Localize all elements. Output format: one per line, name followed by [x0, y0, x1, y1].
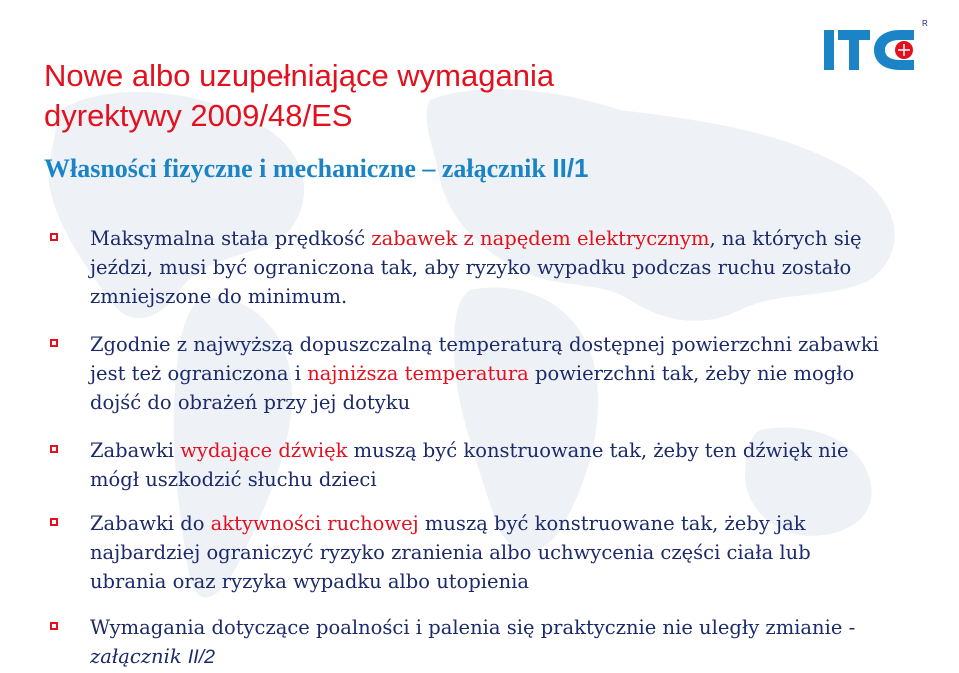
bullet-highlight: wydające dźwięk [180, 439, 348, 462]
bullet-text: Wymagania dotyczące poalności i palenia się praktycznie nie uległy zmianie - [90, 616, 856, 639]
bullet-text: Maksymalna stała prędkość [90, 227, 372, 250]
bullet-marker-icon [50, 445, 58, 453]
itc-logo [818, 18, 938, 78]
bullet-text: Zabawki do [90, 512, 211, 535]
bullet-item [48, 330, 888, 417]
bullet-text: Zgodnie z najwyższą dopuszczalną temperaturą dostępnej powierzchni zabawki jest też ograniczona i [90, 333, 879, 385]
annex-reference-word: załącznik [90, 645, 182, 668]
bullet-text: muszą być konstruowane tak, żeby ten dźwięk nie mógł uszkodzić słuchu dzieci [90, 439, 849, 491]
bullet-text: powierzchni tak, żeby nie mogło dojść do obrażeń przy jej dotyku [90, 362, 855, 414]
bullet-highlight: najniższa temperatura [307, 362, 529, 385]
subtitle-dash: – [422, 154, 436, 183]
bullet-text: Zabawki [90, 439, 181, 462]
bullet-text: , na których się jeździ, musi być ograniczona tak, aby ryzyko wypadku podczas ruchu zostało zmniejszone do minimum. [90, 227, 862, 308]
subtitle-text: Własności fizyczne i mechaniczne [44, 154, 416, 183]
annex-reference-number: II/2 [187, 646, 215, 668]
bullet-item [48, 613, 888, 672]
subtitle-annex-number: II/1 [552, 153, 589, 183]
subtitle-annex-word: załącznik [441, 154, 546, 183]
bullet-item [48, 509, 888, 596]
bullet-text: muszą być konstruowane tak, żeby jak najbardziej ograniczyć ryzyko zranienia albo uchwycenia części ciała lub ubrania oraz ryzyka wypadku albo utopienia [90, 512, 811, 593]
slide-title [44, 56, 744, 136]
bullet-marker-icon [50, 518, 58, 526]
title-line-2: dyrektywy 2009/48/ES [44, 98, 353, 133]
registered-mark: R [922, 19, 928, 28]
bullet-marker-icon [50, 622, 58, 630]
title-line-1: Nowe albo uzupełniające wymagania [44, 58, 555, 93]
bullet-highlight: zabawek z napędem elektrycznym [371, 227, 710, 250]
bullet-marker-icon [50, 233, 58, 241]
bullet-marker-icon [50, 339, 58, 347]
bullet-item [48, 224, 888, 311]
slide-subtitle [44, 152, 804, 185]
bullet-highlight: aktywności ruchowej [210, 512, 419, 535]
bullet-item [48, 436, 888, 494]
